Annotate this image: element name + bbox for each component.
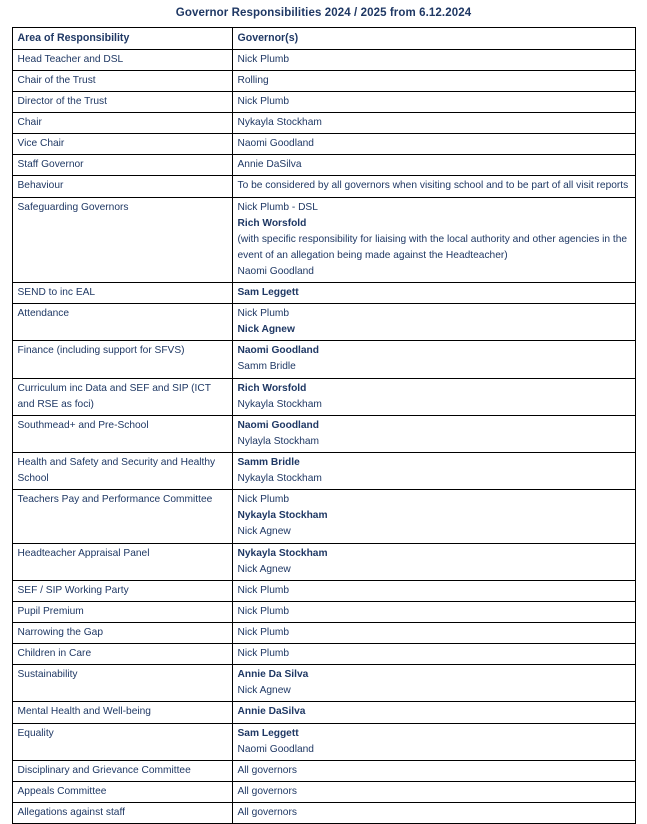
governor-name-lead: Naomi Goodland xyxy=(237,345,319,357)
cell-governors xyxy=(232,490,635,543)
governor-name: Naomi Goodland xyxy=(237,265,314,277)
governor-name: Nykayla Stockham xyxy=(237,117,322,129)
table-header xyxy=(12,28,635,50)
governor-name-lead: Sam Leggett xyxy=(237,727,299,739)
governor-name: Rolling xyxy=(237,74,269,86)
governor-name: To be considered by all governors when visiting school and to be part of all visit reports xyxy=(237,180,629,192)
cell-governors xyxy=(232,760,635,781)
table-row xyxy=(12,304,635,341)
table-row xyxy=(12,580,635,601)
governor-name: Samm Bridle xyxy=(237,361,296,373)
cell-area-of-responsibility: Chair of the Trust xyxy=(12,70,232,91)
cell-area-of-responsibility: Southmead+ and Pre-School xyxy=(12,415,232,452)
table-row xyxy=(12,760,635,781)
cell-area-of-responsibility: Finance (including support for SFVS) xyxy=(12,341,232,378)
governor-name: Nick Plumb xyxy=(237,53,290,65)
governor-name: Nick Plumb xyxy=(237,308,290,320)
table-row xyxy=(12,803,635,824)
cell-area-of-responsibility: Behaviour xyxy=(12,176,232,197)
governor-name-lead: Nick Agnew xyxy=(237,324,295,336)
cell-area-of-responsibility: Allegations against staff xyxy=(12,803,232,824)
table-row xyxy=(12,378,635,415)
governor-name-lead: Naomi Goodland xyxy=(237,419,319,431)
cell-governors xyxy=(232,580,635,601)
cell-governors xyxy=(232,113,635,134)
table-row xyxy=(12,113,635,134)
cell-area-of-responsibility: Disciplinary and Grievance Committee xyxy=(12,760,232,781)
governor-name-lead: Nykayla Stockham xyxy=(237,510,328,522)
cell-governors xyxy=(232,197,635,283)
governor-name: Naomi Goodland xyxy=(237,138,314,150)
governor-responsibilities-table xyxy=(12,27,636,824)
cell-area-of-responsibility: Head Teacher and DSL xyxy=(12,49,232,70)
cell-area-of-responsibility: Appeals Committee xyxy=(12,781,232,802)
cell-area-of-responsibility: Attendance xyxy=(12,304,232,341)
governor-name: Nick Plumb xyxy=(237,95,290,107)
cell-area-of-responsibility: Narrowing the Gap xyxy=(12,623,232,644)
cell-governors xyxy=(232,601,635,622)
cell-area-of-responsibility: Headteacher Appraisal Panel xyxy=(12,543,232,580)
cell-area-of-responsibility: Chair xyxy=(12,113,232,134)
cell-governors xyxy=(232,665,635,702)
cell-area-of-responsibility: Teachers Pay and Performance Committee xyxy=(12,490,232,543)
governor-name-lead: Rich Worsfold xyxy=(237,382,307,394)
governor-name: Annie DaSilva xyxy=(237,159,302,171)
cell-governors xyxy=(232,803,635,824)
table-row xyxy=(12,91,635,112)
governor-name: Nick Agnew xyxy=(237,685,291,697)
page-title: Governor Responsibilities 2024 / 2025 from 6.12.2024 xyxy=(175,7,472,19)
cell-area-of-responsibility: Children in Care xyxy=(12,644,232,665)
table-header-row xyxy=(12,28,635,50)
cell-area-of-responsibility: Curriculum inc Data and SEF and SIP (ICT and RSE as foci) xyxy=(12,378,232,415)
table-row xyxy=(12,415,635,452)
governor-name: Nykayla Stockham xyxy=(237,473,322,485)
cell-governors xyxy=(232,91,635,112)
cell-governors xyxy=(232,781,635,802)
table-row xyxy=(12,49,635,70)
governor-name-lead: Nykayla Stockham xyxy=(237,547,328,559)
governor-name: Naomi Goodland xyxy=(237,743,314,755)
governor-name-lead: Rich Worsfold xyxy=(237,217,307,229)
cell-area-of-responsibility: Equality xyxy=(12,723,232,760)
cell-governors xyxy=(232,453,635,490)
cell-area-of-responsibility: Pupil Premium xyxy=(12,601,232,622)
table-row xyxy=(12,197,635,283)
table-row xyxy=(12,176,635,197)
cell-governors xyxy=(232,415,635,452)
governor-name: Nick Plumb xyxy=(237,648,290,660)
cell-governors xyxy=(232,378,635,415)
governor-name: Nylayla Stockham xyxy=(237,435,320,447)
table-row xyxy=(12,601,635,622)
column-header-governors: Governor(s) xyxy=(232,28,635,50)
governor-name: All governors xyxy=(237,764,297,776)
table-row xyxy=(12,155,635,176)
table-row xyxy=(12,134,635,155)
cell-governors xyxy=(232,341,635,378)
cell-area-of-responsibility: Mental Health and Well-being xyxy=(12,702,232,723)
governor-name: (with specific responsibility for liaising with the local authority and other agencies in the event of an allegation being made against the Headteacher) xyxy=(237,233,628,261)
cell-area-of-responsibility: Staff Governor xyxy=(12,155,232,176)
table-row xyxy=(12,70,635,91)
table-row xyxy=(12,453,635,490)
cell-area-of-responsibility: Director of the Trust xyxy=(12,91,232,112)
table-row xyxy=(12,283,635,304)
table-row xyxy=(12,644,635,665)
governor-name: All governors xyxy=(237,785,297,797)
cell-governors xyxy=(232,283,635,304)
table-row xyxy=(12,665,635,702)
cell-governors xyxy=(232,134,635,155)
governor-name: Nykayla Stockham xyxy=(237,398,322,410)
cell-governors xyxy=(232,623,635,644)
table-row xyxy=(12,543,635,580)
governor-name-lead: Samm Bridle xyxy=(237,457,300,469)
cell-governors xyxy=(232,723,635,760)
governor-name-lead: Annie Da Silva xyxy=(237,669,309,681)
governor-name: Nick Agnew xyxy=(237,526,291,538)
cell-governors xyxy=(232,155,635,176)
table-row xyxy=(12,723,635,760)
governor-name: All governors xyxy=(237,807,297,818)
cell-governors xyxy=(232,70,635,91)
governor-name-lead: Sam Leggett xyxy=(237,287,299,299)
governor-name: Nick Plumb xyxy=(237,494,290,506)
document-page xyxy=(0,7,647,824)
table-body xyxy=(12,49,635,823)
cell-governors xyxy=(232,702,635,723)
table-row xyxy=(12,781,635,802)
governor-name-lead: Annie DaSilva xyxy=(237,706,306,718)
column-header-area: Area of Responsibility xyxy=(12,28,232,50)
cell-area-of-responsibility: SEF / SIP Working Party xyxy=(12,580,232,601)
table-row xyxy=(12,341,635,378)
governor-name: Nick Agnew xyxy=(237,563,291,575)
table-row xyxy=(12,623,635,644)
governor-name: Nick Plumb xyxy=(237,627,290,639)
cell-governors xyxy=(232,543,635,580)
governor-name: Nick Plumb - DSL xyxy=(237,201,318,213)
governor-name: Nick Plumb xyxy=(237,605,290,617)
cell-area-of-responsibility: Safeguarding Governors xyxy=(12,197,232,283)
cell-governors xyxy=(232,49,635,70)
cell-area-of-responsibility: SEND to inc EAL xyxy=(12,283,232,304)
cell-governors xyxy=(232,304,635,341)
table-row xyxy=(12,702,635,723)
table-row xyxy=(12,490,635,543)
cell-governors xyxy=(232,176,635,197)
cell-area-of-responsibility: Health and Safety and Security and Healthy School xyxy=(12,453,232,490)
cell-area-of-responsibility: Sustainability xyxy=(12,665,232,702)
cell-area-of-responsibility: Vice Chair xyxy=(12,134,232,155)
cell-governors xyxy=(232,644,635,665)
governor-name: Nick Plumb xyxy=(237,584,290,596)
